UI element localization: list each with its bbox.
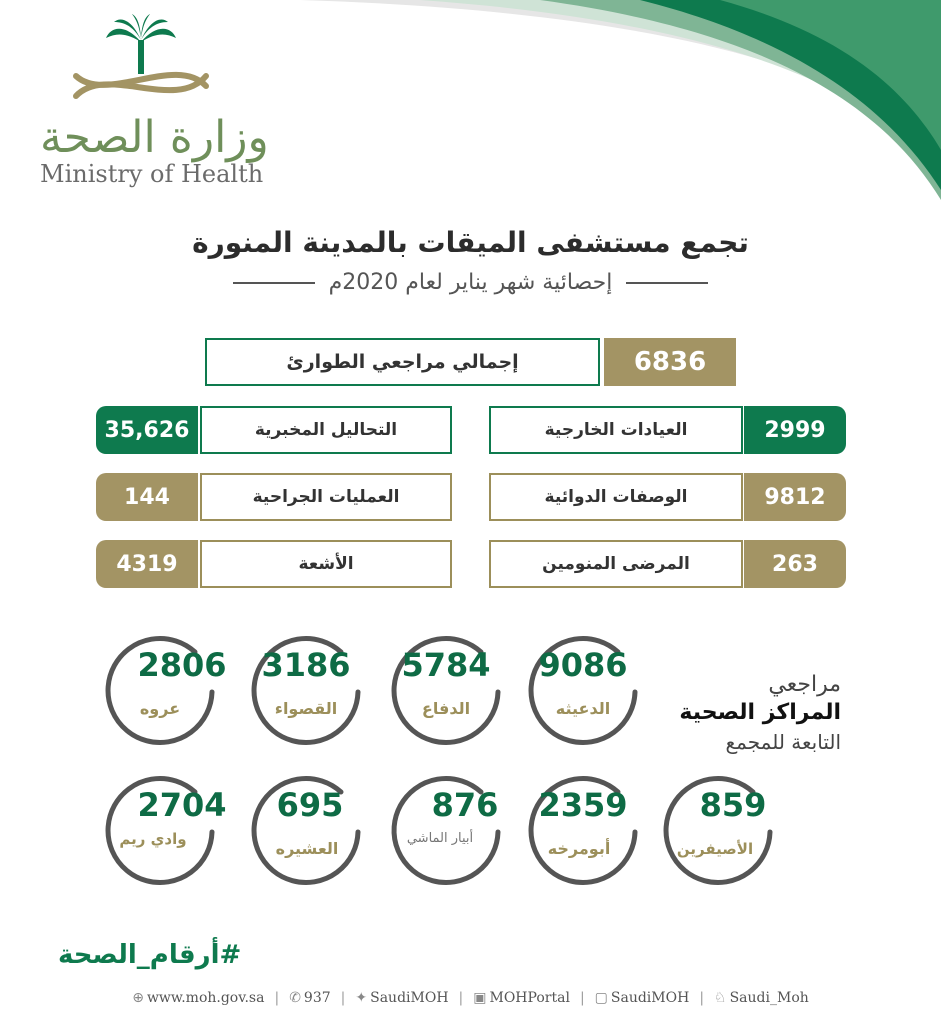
center-name-2: الدفاع	[421, 699, 471, 718]
stat-value-outpatient: 2999	[744, 406, 846, 454]
center-name-8: العشيره	[275, 839, 339, 858]
subtitle-rule-left	[233, 282, 315, 284]
footer-snapchat-text: Saudi_Moh	[729, 990, 809, 1006]
center-name-1: الدعيثه	[555, 699, 611, 718]
center-name-7: أبيار الماشي	[406, 831, 474, 846]
stat-value-surgeries: 144	[96, 473, 198, 521]
phone-icon: ✆	[289, 990, 301, 1006]
center-value-4: 2806	[137, 646, 227, 684]
snapchat-icon: ♘	[714, 990, 727, 1006]
stat-value-lab-tests: 35,626	[96, 406, 198, 454]
footer-youtube-text: MOHPortal	[489, 990, 570, 1006]
emergency-label-box: إجمالي مراجعي الطوارئ	[205, 338, 600, 386]
logo-arabic-text: وزارة الصحة	[40, 112, 269, 163]
footer-twitter-text: SaudiMOH	[370, 990, 449, 1006]
moh-palm-swords-icon	[66, 14, 216, 114]
center-name-4: عروه	[139, 699, 181, 718]
footer-youtube[interactable]	[473, 990, 570, 1006]
footer-snapchat[interactable]	[714, 990, 809, 1006]
stat-value-radiology: 4319	[96, 540, 198, 588]
center-name-5: الأصيفرين	[676, 840, 754, 858]
center-value-6: 2359	[538, 786, 628, 824]
footer-separator: |	[340, 990, 346, 1006]
footer-website[interactable]	[132, 990, 264, 1006]
stat-label-prescriptions: الوصفات الدوائية	[489, 473, 743, 521]
footer-separator: |	[458, 990, 464, 1006]
emergency-value: 6836	[604, 338, 736, 386]
footer-contacts	[0, 990, 941, 1006]
logo-english-text: Ministry of Health	[40, 160, 264, 188]
footer-facebook[interactable]	[595, 990, 690, 1006]
center-value-7: 876	[431, 786, 499, 824]
footer-facebook-text: SaudiMOH	[610, 990, 690, 1006]
center-name-9: وادي ريم	[119, 830, 187, 848]
footer-twitter[interactable]	[355, 990, 448, 1006]
subtitle-row	[0, 270, 941, 295]
footer-website-text: www.moh.gov.sa	[146, 990, 265, 1006]
facebook-icon: ▢	[594, 990, 608, 1006]
footer-separator: |	[579, 990, 585, 1006]
stat-value-prescriptions: 9812	[744, 473, 846, 521]
footer-separator: |	[699, 990, 705, 1006]
page-subtitle: إحصائية شهر يناير لعام 2020م	[328, 270, 613, 295]
page-title: تجمع مستشفى الميقات بالمدينة المنورة	[192, 226, 749, 259]
stat-label-outpatient: العيادات الخارجية	[489, 406, 743, 454]
subtitle-rule-right	[626, 282, 708, 284]
twitter-icon: ✦	[355, 990, 368, 1006]
center-value-1: 9086	[538, 646, 628, 684]
center-name-3: القصواء	[274, 699, 338, 718]
stat-label-radiology: الأشعة	[200, 540, 452, 588]
centers-heading-line3: التابعة للمجمع	[725, 730, 841, 754]
stat-label-surgeries: العمليات الجراحية	[200, 473, 452, 521]
stat-value-inpatients: 263	[744, 540, 846, 588]
stat-label-inpatients: المرضى المنومين	[489, 540, 743, 588]
globe-icon: ⊕	[132, 990, 144, 1006]
center-value-9: 2704	[137, 786, 227, 824]
hashtag: #أرقام_الصحة	[58, 940, 242, 970]
centers-heading-line1: مراجعي	[768, 672, 841, 697]
footer-phone[interactable]	[289, 990, 330, 1006]
center-value-8: 695	[276, 786, 344, 824]
center-name-6: أبومرخه	[547, 839, 611, 858]
footer-separator: |	[274, 990, 280, 1006]
footer-phone-text: 937	[303, 990, 331, 1006]
center-value-2: 5784	[401, 646, 491, 684]
youtube-icon: ▣	[473, 990, 487, 1006]
center-value-5: 859	[699, 786, 767, 824]
centers-heading-line2: المراكز الصحية	[679, 700, 841, 725]
stat-label-lab-tests: التحاليل المخبرية	[200, 406, 452, 454]
center-value-3: 3186	[261, 646, 351, 684]
